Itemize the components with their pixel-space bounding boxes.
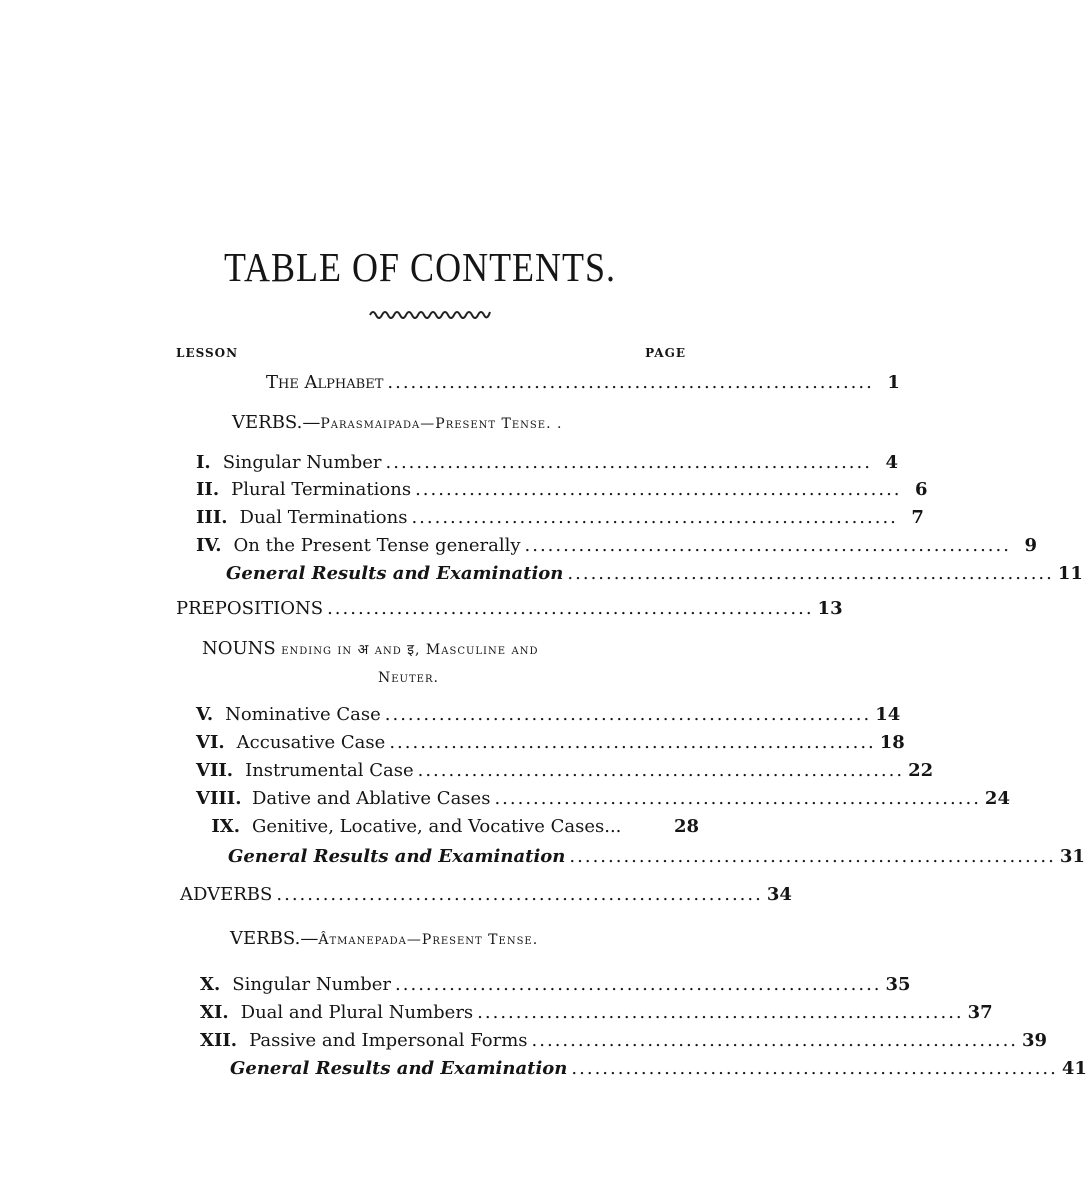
toc-entry[interactable] — [200, 1030, 1048, 1056]
entry-label: On the Present Tense generally — [233, 535, 521, 556]
entry-page: 13 — [817, 598, 843, 619]
dot-leader: ............................................................... — [395, 974, 882, 995]
section-heading-nouns — [202, 638, 539, 659]
toc-entry-alphabet[interactable] — [266, 372, 900, 398]
dot-leader: ............................................................... — [417, 760, 905, 781]
entry-page: 4 — [885, 452, 898, 473]
section-sub: Âtmanepada—Present Tense. — [318, 932, 539, 948]
lesson-number: V. — [196, 704, 214, 725]
entry-page: 6 — [915, 479, 928, 500]
toc-entry-adverbs[interactable] — [180, 884, 792, 910]
entry-page: 39 — [1022, 1030, 1048, 1051]
lesson-number: II. — [196, 479, 220, 500]
toc-entry[interactable] — [196, 535, 1037, 561]
entry-page: 18 — [879, 732, 905, 753]
entry-label: Nominative Case — [225, 704, 381, 725]
toc-entry-prepositions[interactable] — [176, 598, 843, 624]
entry-page: 41 — [1061, 1058, 1087, 1079]
section-sub: Parasmaipada—Present Tense. . — [320, 416, 563, 432]
entry-page: 7 — [911, 507, 924, 528]
lesson-number: VII. — [196, 760, 234, 781]
toc-entry[interactable] — [196, 732, 905, 758]
entry-label: General Results and Examination — [226, 563, 564, 584]
lesson-column-header: LESSON — [176, 346, 239, 360]
entry-page: 1 — [887, 372, 900, 393]
dot-leader: ............................................................... — [531, 1030, 1019, 1051]
toc-entry[interactable] — [196, 479, 928, 505]
toc-entry-results[interactable] — [228, 846, 1085, 872]
entry-page: 11 — [1057, 563, 1083, 584]
toc-entry[interactable] — [196, 704, 901, 730]
dot-leader: ............................................................... — [411, 507, 898, 528]
dot-leader: ............................................................... — [389, 732, 876, 753]
entry-page: 37 — [967, 1002, 993, 1023]
entry-page: 24 — [984, 788, 1010, 809]
entry-page: 22 — [908, 760, 934, 781]
section-main: VERBS.— — [232, 412, 321, 433]
entry-label: Instrumental Case — [245, 760, 414, 781]
entry-label: Dual Terminations — [239, 507, 408, 528]
page-title: TABLE OF CONTENTS. — [223, 244, 617, 290]
entry-label: Accusative Case — [236, 732, 386, 753]
entry-label: Plural Terminations — [231, 479, 412, 500]
section-heading-verbs-parasmaipada — [232, 412, 562, 433]
section-sub: Neuter. — [378, 670, 439, 686]
dot-leader: ............................................................... — [385, 452, 872, 473]
entry-label: Passive and Impersonal Forms — [249, 1030, 528, 1051]
page-column-header: PAGE — [645, 346, 686, 360]
lesson-number: VI. — [196, 732, 225, 753]
dot-leader: ............................................................... — [387, 372, 874, 393]
section-main: NOUNS — [202, 638, 276, 659]
entry-label: Singular Number — [232, 974, 392, 995]
entry-label: Genitive, Locative, and Vocative Cases... — [252, 816, 622, 837]
entry-page: 14 — [875, 704, 901, 725]
toc-entry[interactable] — [200, 974, 911, 1000]
entry-label: Dative and Ablative Cases — [252, 788, 491, 809]
entry-label: PREPOSITIONS — [176, 598, 324, 619]
entry-page: 9 — [1024, 535, 1037, 556]
dot-leader: ............................................................... — [567, 563, 1054, 584]
section-heading-verbs-atmanepada — [230, 928, 538, 949]
entry-label: ADVERBS — [180, 884, 273, 905]
entry-page: 35 — [885, 974, 911, 995]
entry-label: The Alphabet — [266, 372, 384, 393]
dot-leader: ............................................................... — [569, 846, 1056, 867]
lesson-number: IV. — [196, 535, 222, 556]
ornament-flourish — [368, 306, 493, 320]
lesson-number: VIII. — [196, 788, 242, 809]
toc-entry-results[interactable] — [230, 1058, 1087, 1084]
dot-leader: ............................................................... — [494, 788, 981, 809]
toc-entry[interactable] — [196, 760, 934, 786]
toc-entry-results[interactable] — [226, 563, 1083, 589]
section-main: VERBS.— — [230, 928, 319, 949]
toc-entry[interactable] — [200, 1002, 993, 1028]
entry-page: 31 — [1059, 846, 1085, 867]
entry-label: Singular Number — [222, 452, 382, 473]
dot-leader: ............................................................... — [415, 479, 902, 500]
lesson-number: III. — [196, 507, 228, 528]
dot-leader: ............................................................... — [477, 1002, 964, 1023]
toc-entry[interactable] — [196, 452, 898, 478]
dot-leader: ............................................................... — [327, 598, 814, 619]
lesson-number: IX. — [211, 816, 240, 837]
entry-page: 34 — [766, 884, 792, 905]
lesson-number: XI. — [200, 1002, 229, 1023]
dot-leader: ............................................................... — [276, 884, 763, 905]
section-sub: ending in अ and इ, Masculine and — [275, 642, 539, 658]
lesson-number: XII. — [200, 1030, 238, 1051]
entry-label: General Results and Examination — [228, 846, 566, 867]
toc-entry[interactable] — [196, 507, 924, 533]
toc-entry[interactable] — [196, 816, 700, 842]
dot-leader: ............................................................... — [384, 704, 872, 725]
lesson-number: I. — [196, 452, 211, 473]
entry-label: Dual and Plural Numbers — [240, 1002, 474, 1023]
dot-leader: ............................................................... — [571, 1058, 1058, 1079]
entry-label: General Results and Examination — [230, 1058, 568, 1079]
entry-page: 28 — [674, 816, 700, 837]
toc-entry[interactable] — [196, 788, 1010, 814]
section-heading-nouns-continued — [378, 666, 439, 687]
dot-leader: ............................................................... — [524, 535, 1011, 556]
lesson-number: X. — [200, 974, 221, 995]
